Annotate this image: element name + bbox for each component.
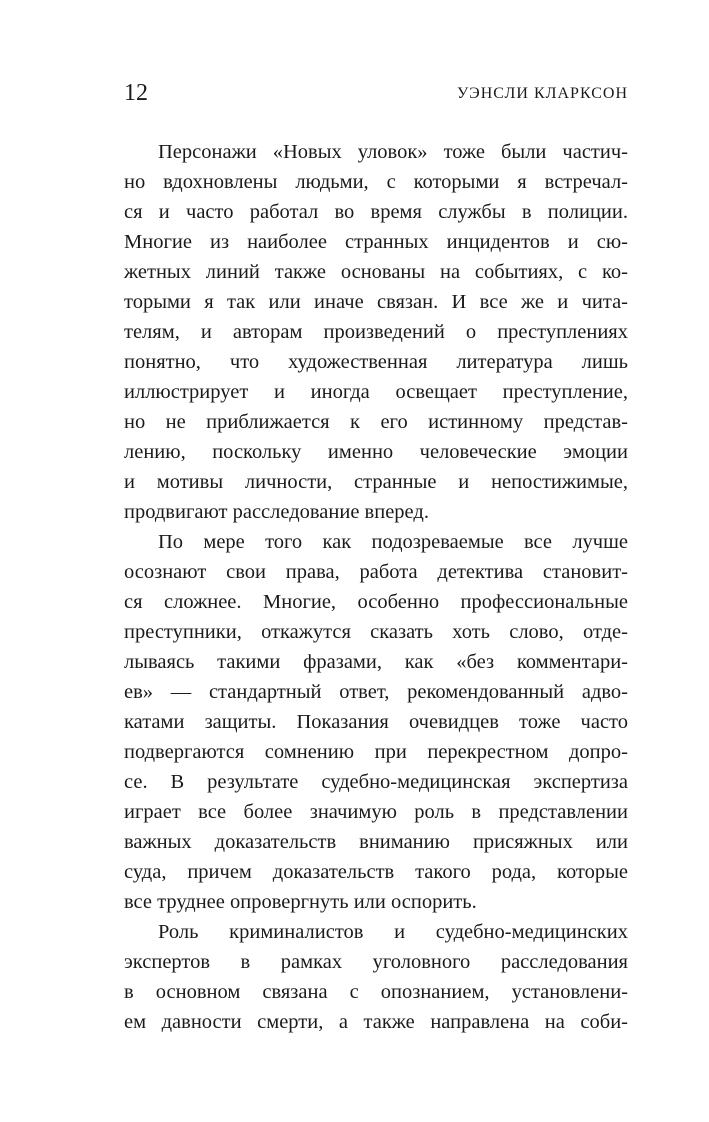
text-line: преступники, откажутся сказать хоть слово, отде- — [124, 621, 628, 643]
text-line: понятно, что художественная литература лишь — [124, 351, 628, 373]
text-line: но вдохновлены людьми, с которыми я встречал- — [124, 171, 628, 193]
text-line: суда, причем доказательств такого рода, которые — [124, 861, 628, 883]
text-line: телям, и авторам произведений о преступлениях — [124, 321, 628, 343]
text-line: продвигают расследование вперед. — [124, 501, 429, 523]
text-line: Персонажи «Новых уловок» тоже были частич- — [158, 141, 628, 163]
text-line: осознают свои права, работа детектива становит- — [124, 561, 628, 583]
text-line: лению, поскольку именно человеческие эмоции — [124, 441, 628, 463]
text-line: Многие из наиболее странных инцидентов и сю- — [124, 231, 628, 253]
text-line: ев» — стандартный ответ, рекомендованный адво- — [124, 681, 628, 703]
text-line: экспертов в рамках уголовного расследования — [124, 951, 628, 973]
text-line: По мере того как подозреваемые все лучше — [158, 531, 628, 553]
text-line: все труднее опровергнуть или оспорить. — [124, 891, 477, 913]
paragraph — [124, 527, 628, 917]
text-line: се. В результате судебно-медицинская экспертиза — [124, 771, 628, 793]
page-header — [124, 78, 628, 108]
text-line: Роль криминалистов и судебно-медицинских — [158, 921, 628, 943]
text-line: в основном связана с опознанием, установлени- — [124, 981, 628, 1003]
text-line: ся сложнее. Многие, особенно профессиональные — [124, 591, 628, 613]
page-number: 12 — [124, 80, 148, 106]
text-line: играет все более значимую роль в представлении — [124, 801, 628, 823]
text-line: жетных линий также основаны на событиях, с ко- — [124, 261, 628, 283]
text-line: иллюстрирует и иногда освещает преступление, — [124, 381, 628, 403]
running-head-author: УЭНСЛИ КЛАРКСОН — [457, 85, 628, 102]
text-line: подвергаются сомнению при перекрестном допро- — [124, 741, 628, 763]
text-line: важных доказательств вниманию присяжных или — [124, 831, 628, 853]
text-line: лываясь такими фразами, как «без комментари- — [124, 651, 628, 673]
text-line: ся и часто работал во время службы в полиции. — [124, 201, 628, 223]
text-line: торыми я так или иначе связан. И все же и чита- — [124, 291, 628, 313]
text-line: но не приближается к его истинному представ- — [124, 411, 628, 433]
text-line: и мотивы личности, странные и непостижимые, — [124, 471, 628, 493]
paragraph — [124, 137, 628, 527]
paragraph — [124, 917, 628, 1037]
body-text — [124, 137, 628, 1037]
text-line: катами защиты. Показания очевидцев тоже часто — [124, 711, 628, 733]
text-line: ем давности смерти, а также направлена на соби- — [124, 1011, 628, 1033]
